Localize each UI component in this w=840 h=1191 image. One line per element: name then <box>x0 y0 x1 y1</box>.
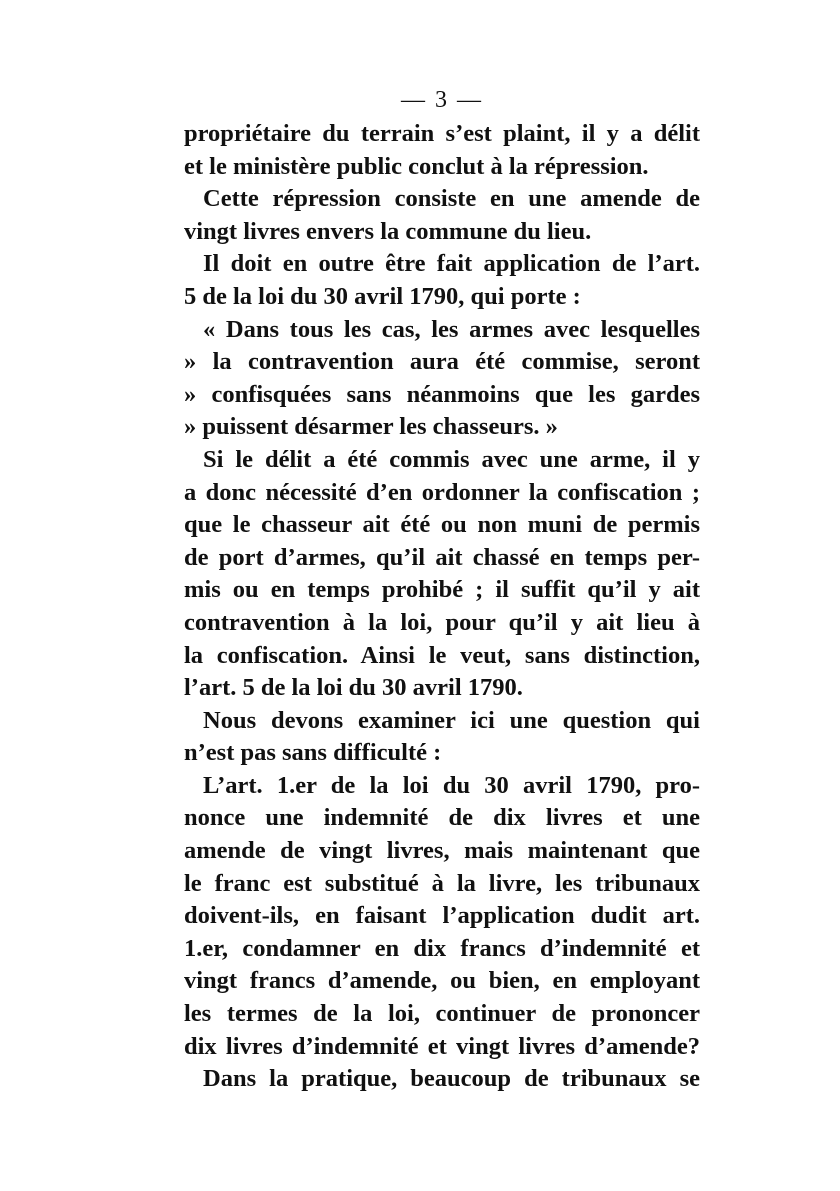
document-page <box>184 82 700 1096</box>
text-line: Dans la pratique, beaucoup de tribunaux se <box>203 1065 700 1093</box>
text-line: » la contravention aura été commise, seront <box>184 348 700 376</box>
text-line: vingt francs d’amende, ou bien, en employant <box>184 967 700 995</box>
text-line: mis ou en temps prohibé ; il suffit qu’il y ait <box>184 576 700 604</box>
text-line: contravention à la loi, pour qu’il y ait lieu à <box>184 608 700 636</box>
body-text <box>184 118 700 1096</box>
text-line: » puissent désarmer les chasseurs. » <box>184 413 558 441</box>
text-line: et le ministère public conclut à la répression. <box>184 152 649 180</box>
text-line: 1.er, condamner en dix francs d’indemnité et <box>184 934 700 962</box>
text-line: 5 de la loi du 30 avril 1790, qui porte : <box>184 282 581 310</box>
text-line: nonce une indemnité de dix livres et une <box>184 804 700 832</box>
text-line: a donc nécessité d’en ordonner la confiscation ; <box>184 478 700 506</box>
text-line: L’art. 1.er de la loi du 30 avril 1790, pro- <box>203 771 700 799</box>
text-line: Si le délit a été commis avec une arme, il y <box>203 445 700 473</box>
page-number: — 3 — <box>401 87 483 113</box>
text-line: n’est pas sans difficulté : <box>184 739 442 767</box>
text-line: l’art. 5 de la loi du 30 avril 1790. <box>184 674 523 702</box>
text-line: dix livres d’indemnité et vingt livres d’amende? <box>184 1032 700 1060</box>
text-line: Cette répression consiste en une amende de <box>203 185 700 213</box>
text-line: que le chasseur ait été ou non muni de permis <box>184 511 700 539</box>
text-line: propriétaire du terrain s’est plaint, il y a délit <box>184 120 700 147</box>
text-line: Il doit en outre être fait application de l’art. <box>203 250 700 278</box>
text-line: les termes de la loi, continuer de prononcer <box>184 1000 700 1028</box>
text-line: » confisquées sans néanmoins que les gardes <box>184 380 700 408</box>
text-line: amende de vingt livres, mais maintenant que <box>184 837 700 865</box>
text-line: doivent-ils, en faisant l’application dudit art. <box>184 902 700 930</box>
text-line: « Dans tous les cas, les armes avec lesquelles <box>203 315 700 343</box>
text-line: vingt livres envers la commune du lieu. <box>184 217 592 245</box>
text-line: le franc est substitué à la livre, les tribunaux <box>184 869 700 897</box>
text-line: Nous devons examiner ici une question qui <box>203 706 700 734</box>
text-line: la confiscation. Ainsi le veut, sans distinction, <box>184 641 700 669</box>
text-line: de port d’armes, qu’il ait chassé en temps per- <box>184 543 700 571</box>
